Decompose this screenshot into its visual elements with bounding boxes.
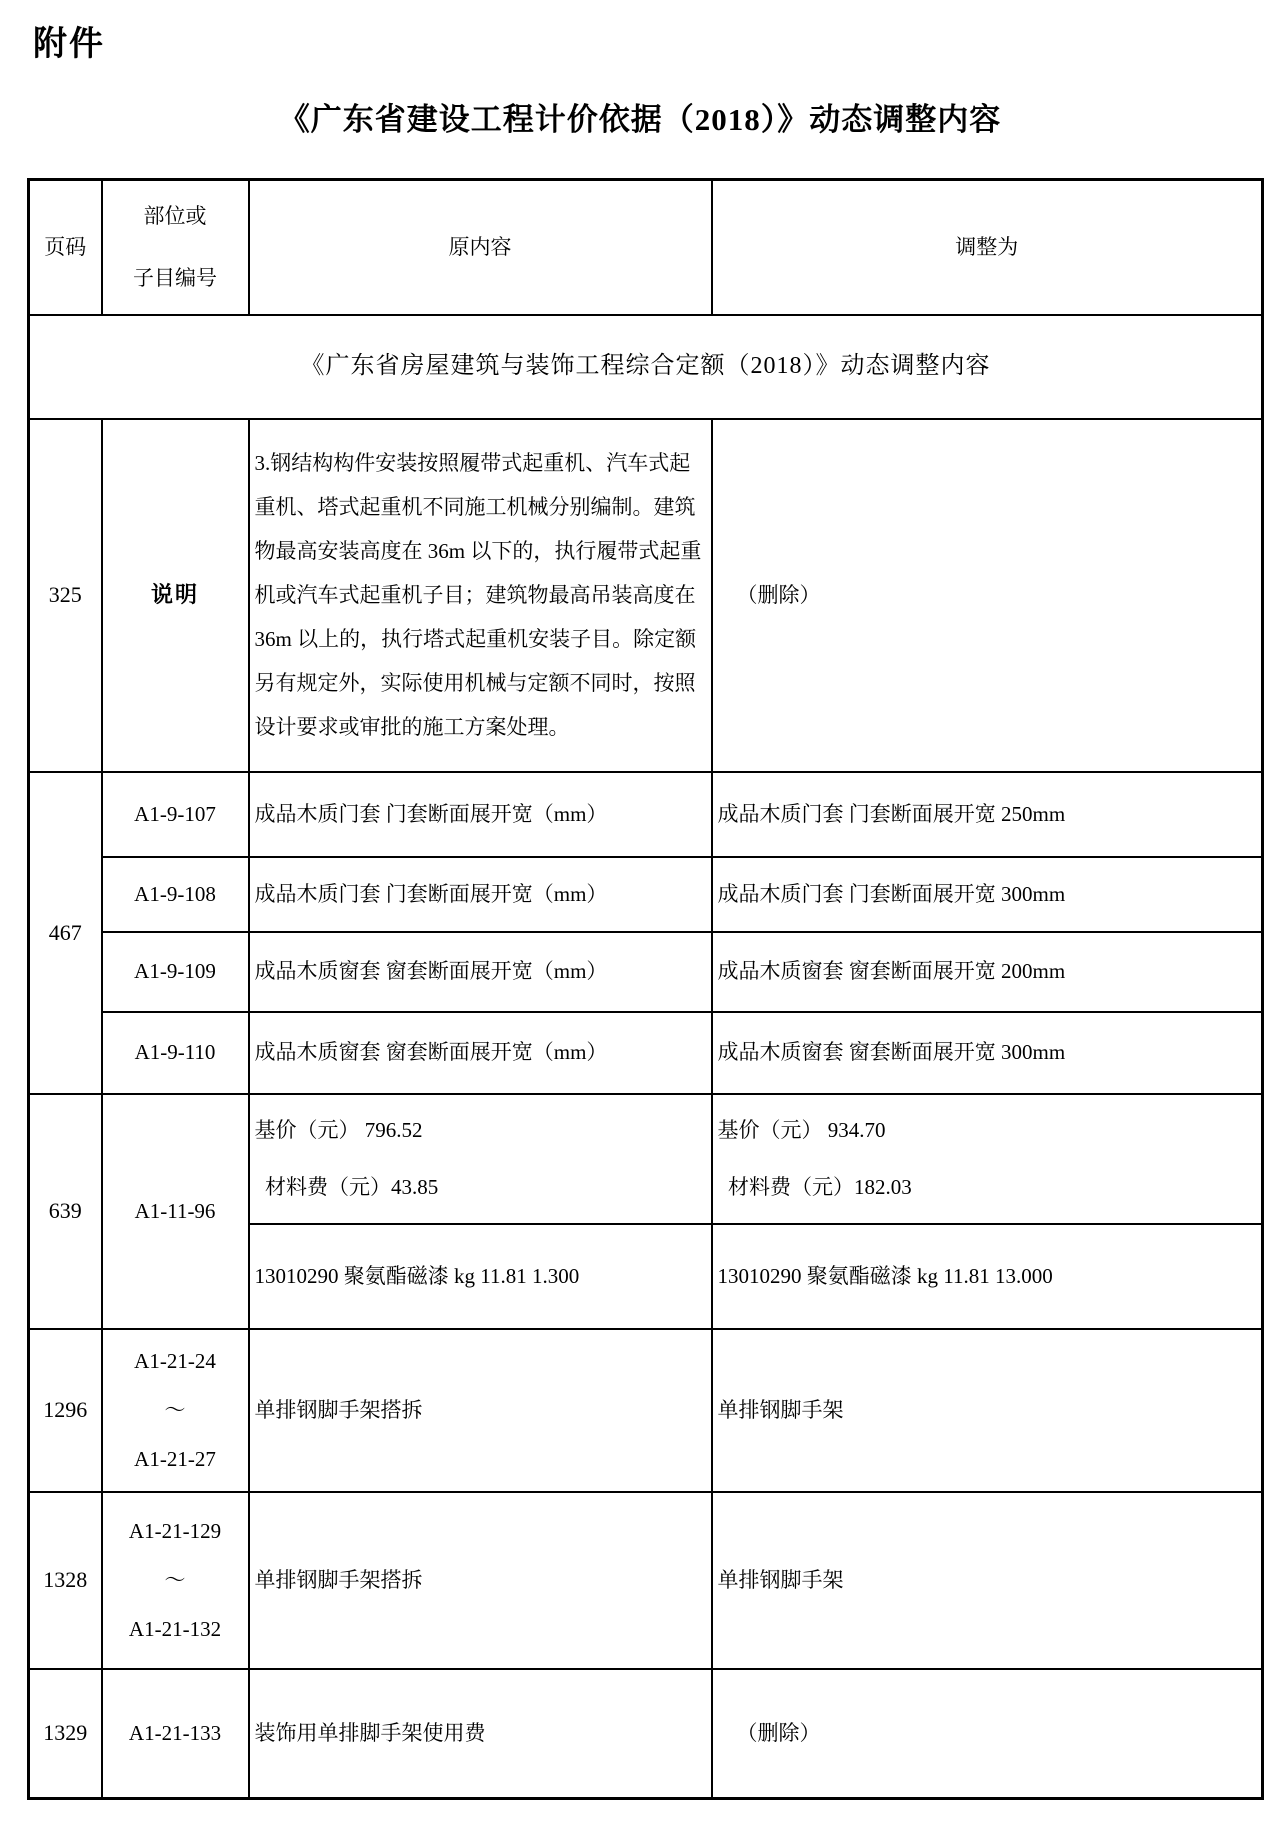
original-base-price: 基价（元） 796.52 [254,1117,423,1142]
section-banner-row [29,315,1263,419]
page-number: 1296 [29,1329,102,1492]
original-material-cost: 材料费（元）43.85 [254,1174,439,1199]
adjusted-content [712,1094,1263,1224]
item-code-range [102,1492,249,1669]
table-row-639-prices [29,1094,1263,1224]
adjusted-content: 成品木质门套 门套断面展开宽 300mm [712,857,1263,932]
original-material-line: 13010290 聚氨酯磁漆 kg 11.81 1.300 [249,1224,712,1329]
item-code: A1-9-107 [102,772,249,857]
code-range-start: A1-21-129 [128,1518,222,1543]
adjustment-table [27,178,1264,1800]
code-range-end: A1-21-132 [128,1616,222,1641]
original-content [249,1094,712,1224]
code-range-start: A1-21-24 [134,1348,216,1373]
adjusted-content: 单排钢脚手架 [712,1492,1263,1669]
adjusted-base-price: 基价（元） 934.70 [717,1117,886,1142]
column-header-page [29,180,102,315]
original-content: 成品木质门套 门套断面展开宽（mm） [249,857,712,932]
original-content: 单排钢脚手架搭拆 [249,1329,712,1492]
original-content: 装饰用单排脚手架使用费 [249,1669,712,1799]
original-content: 3.钢结构构件安装按照履带式起重机、汽车式起重机、塔式起重机不同施工机械分别编制。建筑物最高安装高度在 36m 以下的，执行履带式起重机或汽车式起重机子目；建筑物最高吊装高度在 36m 以上的，执行塔式起重机安装子目。除定额另有规定外，实际使用机械与定额不同时，按照设计要求或审批的施工方案处理。 [249,419,712,772]
column-header-part-line1: 部位或 [143,204,207,229]
page-title: 《广东省建设工程计价依据（2018）》动态调整内容 [278,102,1002,137]
table-header-row [29,180,1263,315]
item-code: A1-9-109 [102,932,249,1012]
adjusted-material-line: 13010290 聚氨酯磁漆 kg 11.81 13.000 [712,1224,1263,1329]
adjusted-content: 成品木质窗套 窗套断面展开宽 200mm [712,932,1263,1012]
column-header-page-label: 页码 [44,235,87,260]
item-code: A1-21-133 [102,1669,249,1799]
adjusted-content: （删除） [712,1669,1263,1799]
code-range-tilde: ～ [164,1567,186,1592]
original-content: 成品木质窗套 窗套断面展开宽（mm） [249,1012,712,1094]
column-header-original-label: 原内容 [448,235,512,260]
adjusted-content: （删除） [712,419,1263,772]
code-range-end: A1-21-27 [134,1446,216,1471]
item-code: A1-9-108 [102,857,249,932]
adjusted-content: 成品木质窗套 窗套断面展开宽 300mm [712,1012,1263,1094]
item-code-range [102,1329,249,1492]
page-number: 467 [29,772,102,1094]
section-title: 《广东省房屋建筑与装饰工程综合定额（2018）》动态调整内容 [29,315,1263,419]
table-row-467-a1-9-109 [29,932,1263,1012]
table-row-1296 [29,1329,1263,1492]
attachment-label: 附件 [33,25,105,63]
item-code: A1-9-110 [102,1012,249,1094]
table-row-467-a1-9-107 [29,772,1263,857]
original-content: 成品木质窗套 窗套断面展开宽（mm） [249,932,712,1012]
column-header-adjusted-to [712,180,1263,315]
page-number: 1329 [29,1669,102,1799]
table-row-325 [29,419,1263,772]
original-content: 单排钢脚手架搭拆 [249,1492,712,1669]
adjusted-content: 成品木质门套 门套断面展开宽 250mm [712,772,1263,857]
table-row-1329 [29,1669,1263,1799]
page-number: 1328 [29,1492,102,1669]
table-row-467-a1-9-110 [29,1012,1263,1094]
column-header-part-line2: 子目编号 [133,266,217,291]
code-range-tilde: ～ [164,1397,186,1422]
original-content: 成品木质门套 门套断面展开宽（mm） [249,772,712,857]
column-header-part-or-code [102,180,249,315]
adjusted-material-cost: 材料费（元）182.03 [717,1174,912,1199]
table-row-1328 [29,1492,1263,1669]
item-code: A1-11-96 [102,1094,249,1329]
column-header-adjusted-label: 调整为 [955,235,1019,260]
column-header-original-content [249,180,712,315]
page-number: 325 [29,419,102,772]
table-row-467-a1-9-108 [29,857,1263,932]
item-code: 说明 [102,419,249,772]
adjusted-content: 单排钢脚手架 [712,1329,1263,1492]
page-number: 639 [29,1094,102,1329]
